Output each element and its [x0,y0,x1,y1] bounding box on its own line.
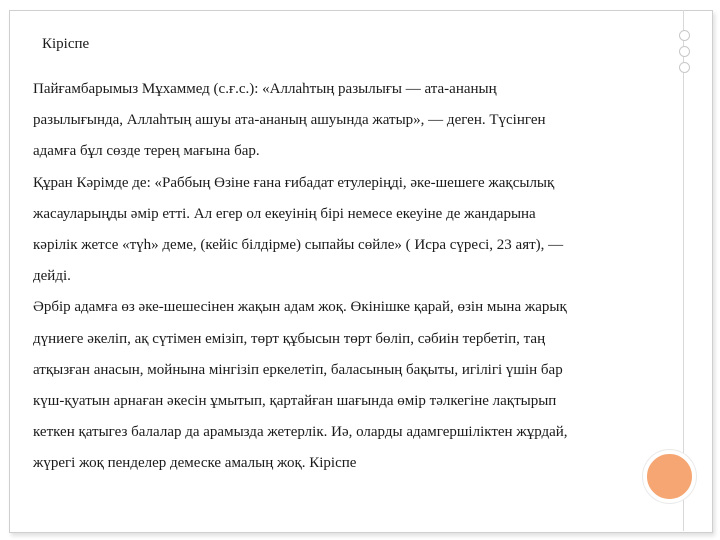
body-line: атқызған анасын, мойнына мінгізіп еркелетіп, баласының бақыты, игілігі үшін бар [33,361,563,378]
slide-body [33,74,673,480]
body-line: Әрбір адамға өз әке-шешесінен жақын адам жоқ. Өкінішке қарай, өзін мына жарық [33,299,567,316]
body-line: жасауларыңды әмір етті. Ал егер ол екеуінің бірі немесе екеуіне де жандарына [33,205,536,222]
body-line: адамға бұл сөзде терең мағына бар. [33,143,260,160]
body-line: Пайғамбарымыз Мұхаммед (с.ғ.с.): «Аллаһтың разылығы — ата-ананың [33,81,497,97]
body-line: кәрілік жетсе «түһ» деме, (кейіс білдірме) сыпайы сөйле» ( Исра сүресі, 23 аят), — [33,237,564,254]
body-line: дейді. [33,268,71,285]
body-line: жүрегі жоқ пенделер демеске амалың жоқ. Кіріспе [33,455,357,472]
body-line: кеткен қатыгез балалар да арамызда жетерлік. Иә, оларды адамгершіліктен жұрдай, [33,424,568,441]
body-line: Құран Кәрімде де: «Раббың Өзіне ғана ғибадат етулеріңді, әке-шешеге жақсылық [33,174,555,191]
decorative-dot [679,62,690,73]
slide-title: Кіріспе [42,36,90,52]
body-line: разылығында, Аллаһтың ашуы ата-ананың ашуында жатыр», — деген. Түсінген [33,112,546,129]
body-line: дүниеге әкеліп, ақ сүтімен емізіп, төрт құбысын төрт бөліп, сәбиін тербетіп, таң [33,330,546,347]
body-line: күш-қуатын арнаған әкесін ұмытып, қартайған шағында өмір тәлкегіне лақтырып [33,393,557,410]
decorative-dot [679,46,690,57]
decorative-dot [679,30,690,41]
